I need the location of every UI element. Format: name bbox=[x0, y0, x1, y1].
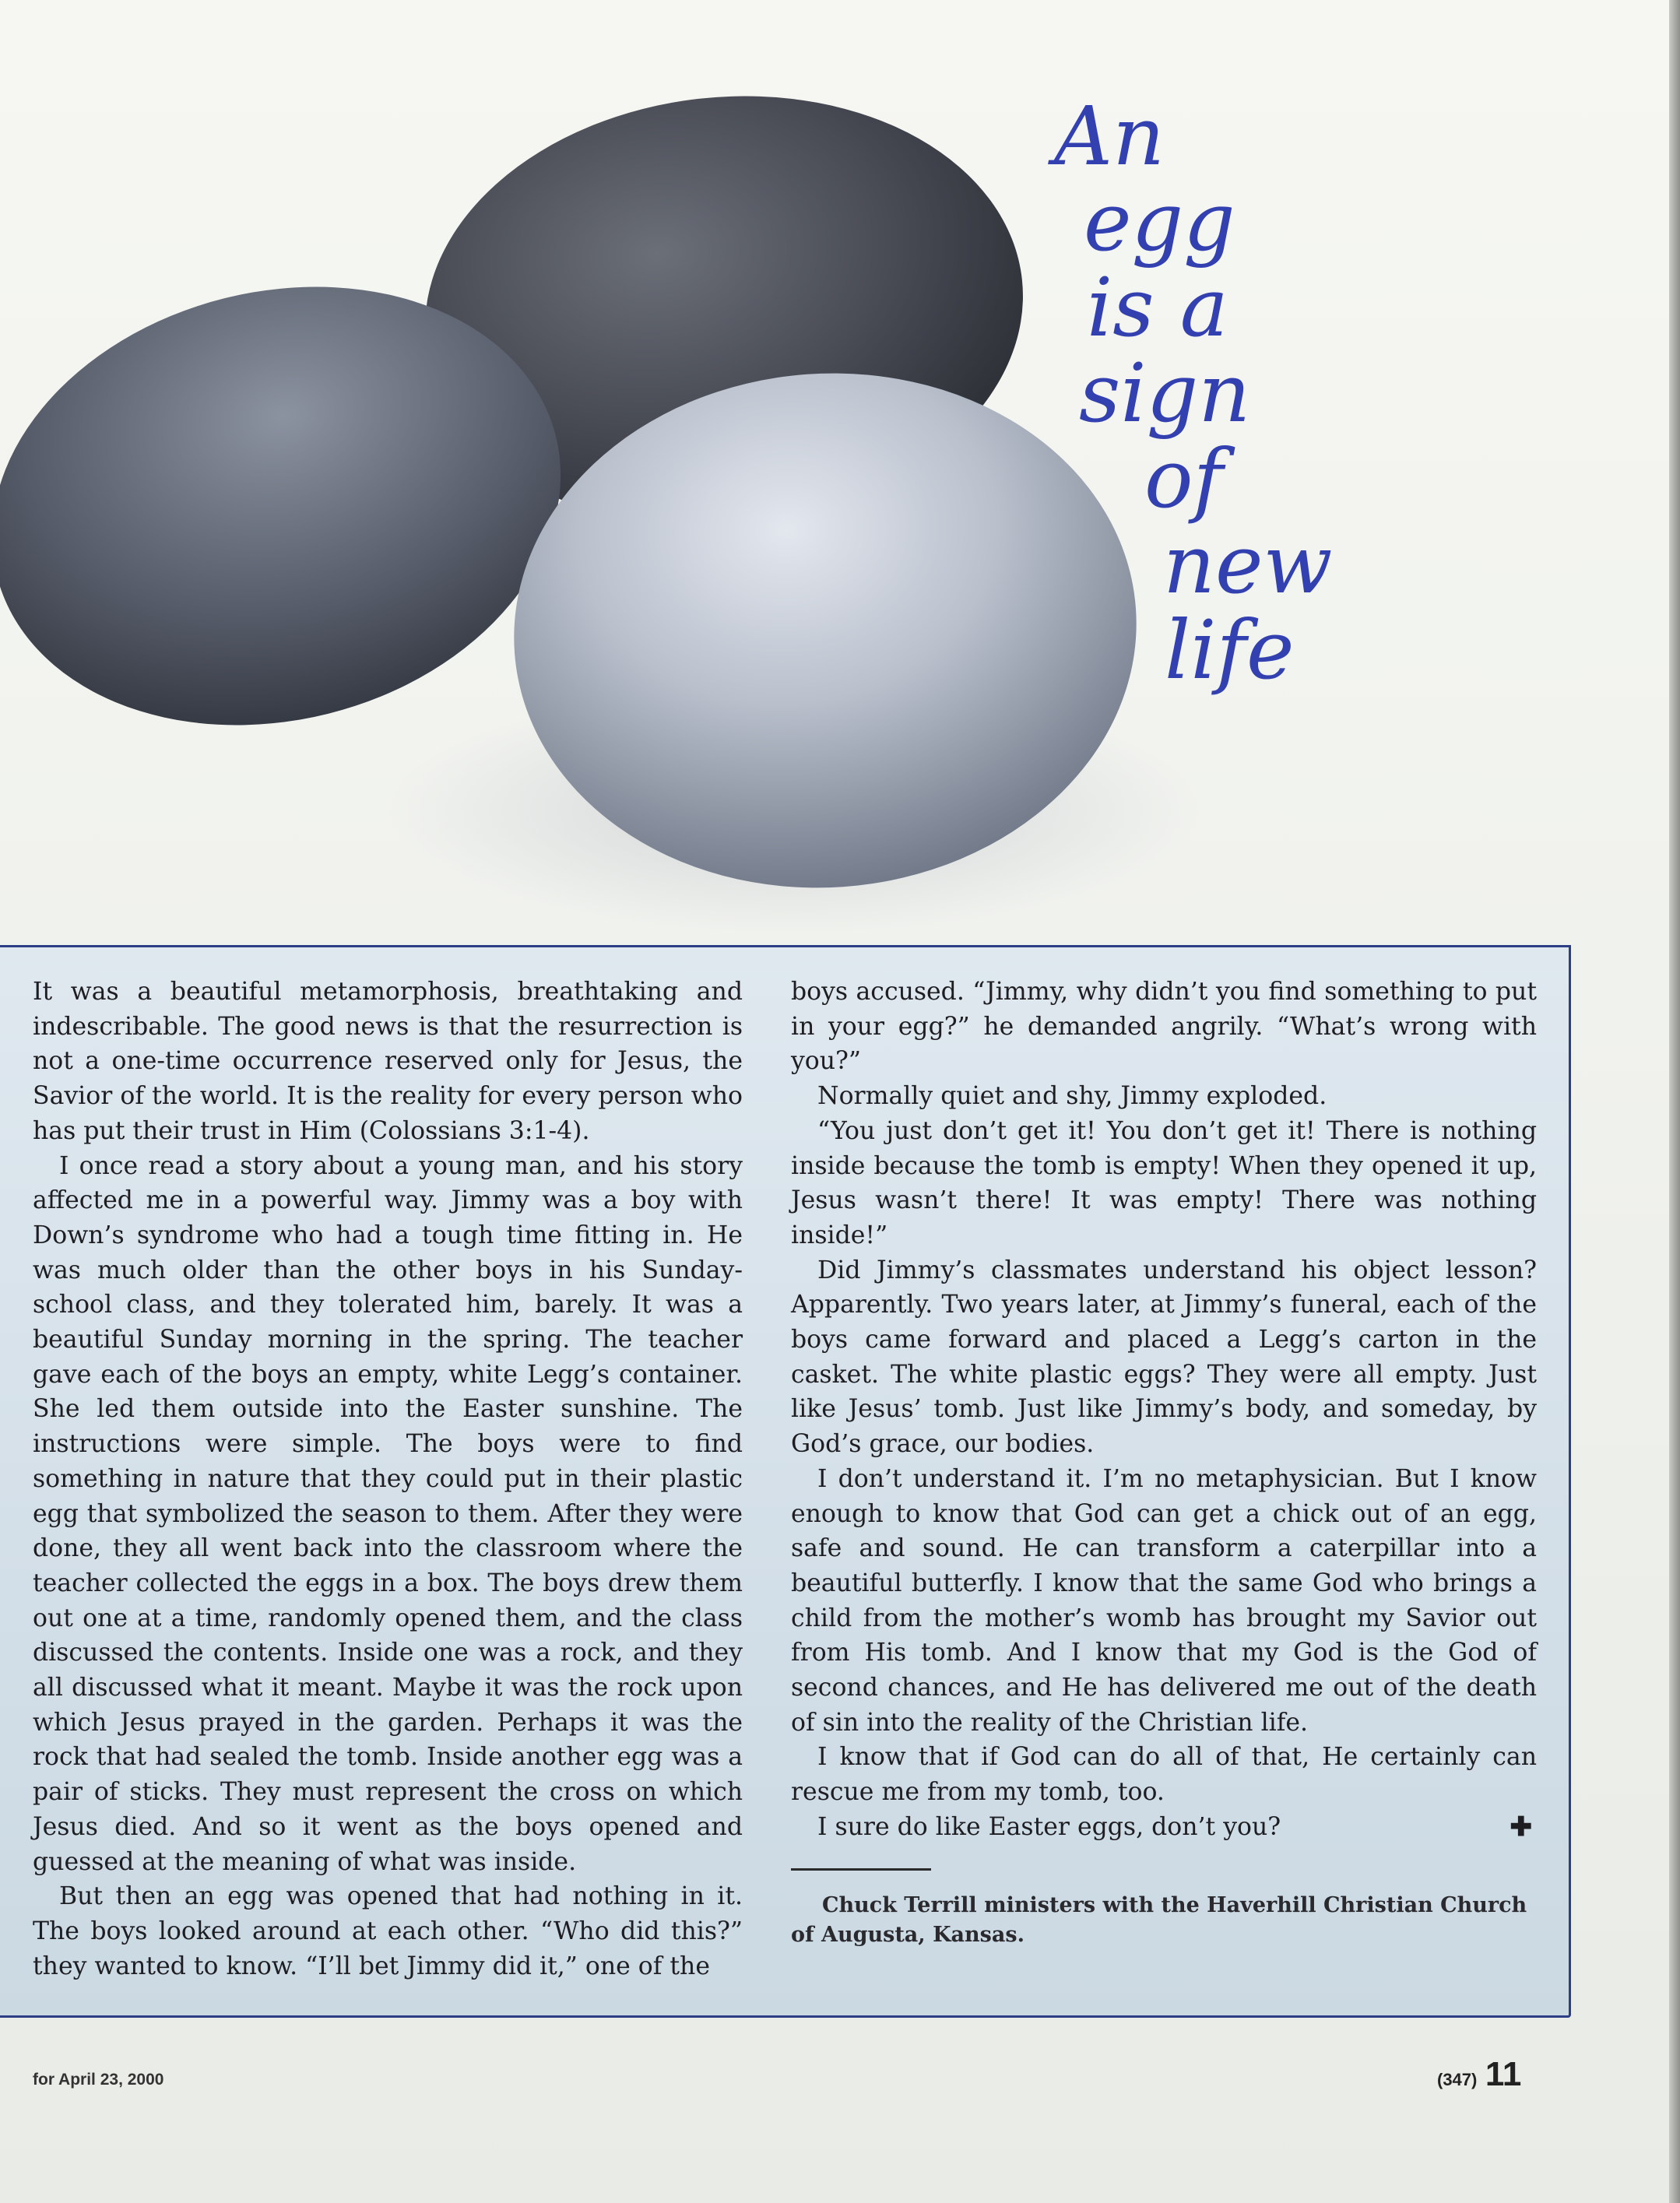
issue-date: for April 23, 2000 bbox=[33, 2071, 164, 2089]
article-title bbox=[1035, 89, 1425, 697]
paragraph: Normally quiet and shy, Jimmy exploded. bbox=[817, 1082, 1327, 1111]
author-bio bbox=[791, 1891, 1537, 1950]
end-cross-icon: ✚ bbox=[1510, 1811, 1532, 1843]
paragraph: boys accused. “Jimmy, why didn’t you find something to put in your egg?” he demanded angrily. “What’s wrong with you?” bbox=[791, 978, 1537, 1076]
folio-code: (347) bbox=[1437, 2070, 1478, 2089]
left-column bbox=[33, 975, 743, 1983]
title-line: An bbox=[1054, 89, 1165, 184]
bio-divider bbox=[791, 1868, 931, 1871]
right-column bbox=[791, 975, 1537, 1950]
page-number: 11 bbox=[1485, 2055, 1522, 2093]
closing-paragraph bbox=[791, 1810, 1537, 1845]
title-line: of bbox=[1144, 431, 1224, 526]
closing-line: I sure do like Easter eggs, don’t you? bbox=[817, 1812, 1281, 1841]
title-line: sign bbox=[1079, 346, 1251, 441]
paragraph: Did Jimmy’s classmates understand his object lesson? Apparently. Two years later, at Jimmy’s funeral, each of the boys came forward and placed a Legg’s carton in the casket. The white plastic eggs? They were all empty. Just like Jesus’ tomb. Just like Jimmy’s body, and someday, by God’s grace, our bodies. bbox=[791, 1256, 1537, 1459]
title-line: life bbox=[1165, 603, 1295, 697]
paragraph: I don’t understand it. I’m no metaphysician. But I know enough to know that God can get a chick out of an egg, safe and sound. He can transform a caterpillar into a beautiful butterfly. I know that the same God who brings a child from the mother’s womb has brought my Savior out from His tomb. And I know that my God is the God of second chances, and He has delivered me out of the death of sin into the reality of the Christian life. bbox=[791, 1464, 1537, 1737]
title-line: new bbox=[1163, 517, 1333, 612]
page-edge bbox=[1669, 0, 1680, 2203]
title-line: egg bbox=[1084, 174, 1235, 269]
author-bio-text: Chuck Terrill ministers with the Haverhill Christian Church of Augusta, Kansas. bbox=[791, 1892, 1527, 1947]
page-folio bbox=[1437, 2055, 1521, 2094]
paragraph: It was a beautiful metamorphosis, breathtaking and indescribable. The good news is that the resurrection is not a one-time occurrence reserved only for Jesus, the Savior of the world. It is the reality for every person who has put their trust in Him (Colossians 3:1-4). bbox=[33, 978, 743, 1145]
paragraph: “You just don’t get it! You don’t get it! There is nothing inside because the tomb is empty! When they opened it up, Jesus wasn’t there! It was empty! There was nothing inside!” bbox=[791, 1116, 1537, 1249]
paragraph: I once read a story about a young man, and his story affected me in a powerful way. Jimmy was a boy with Down’s syndrome who had a tough time fitting in. He was much older than the other boys in his Sunday-school class, and they tolerated him, barely. It was a beautiful Sunday morning in the spring. The teacher gave each of the boys an empty, white Legg’s container. She led them outside into the Easter sunshine. The instructions were simple. The boys were to find something in nature that they could put in their plastic egg that symbolized the season to them. After they were done, they all went back into the classroom where the teacher collected the eggs in a box. The boys drew them out one at a time, randomly opened them, and the class discussed the contents. Inside one was a rock, and they all discussed what it meant. Maybe it was the rock upon which Jesus prayed in the garden. Perhaps it was the rock that had sealed the tomb. Inside another egg was a pair of sticks. They must represent the cross on which Jesus died. And so it went as the boys opened and guessed at the meaning of what was inside. bbox=[33, 1151, 743, 1876]
title-line: is a bbox=[1087, 260, 1228, 355]
paragraph: I know that if God can do all of that, He certainly can rescue me from my tomb, too. bbox=[791, 1743, 1537, 1807]
paragraph: But then an egg was opened that had nothing in it. The boys looked around at each other. “Who did this?” they wanted to know. “I’ll bet Jimmy did it,” one of the bbox=[33, 1882, 743, 1980]
